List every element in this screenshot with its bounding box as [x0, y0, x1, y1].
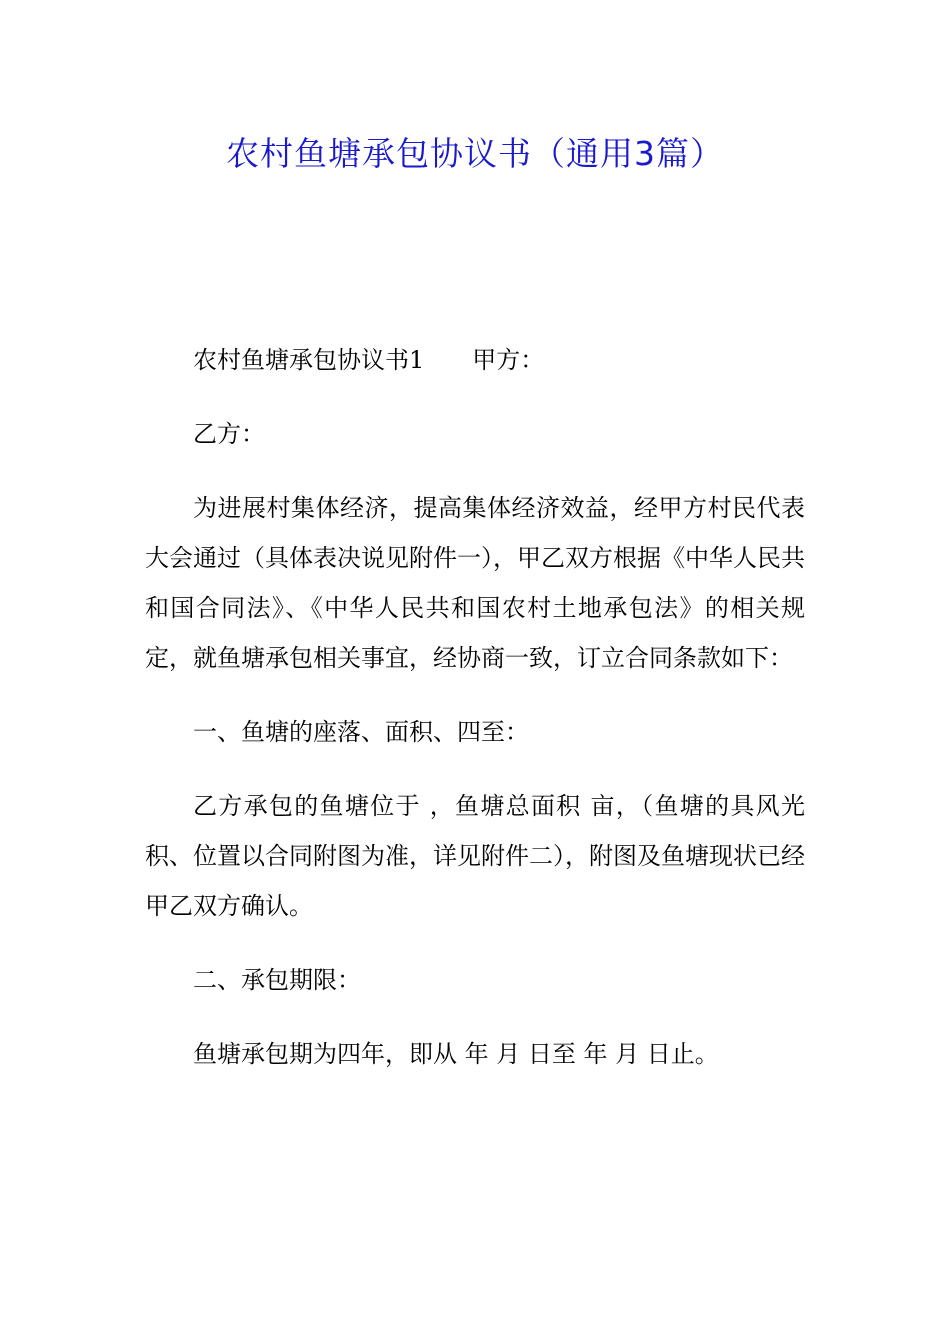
paragraph-clause-2-heading: 二、承包期限： [193, 966, 361, 994]
paragraph-clause-1-heading: 一、鱼塘的座落、面积、四至： [193, 718, 529, 746]
section-title: 农村鱼塘承包协议书1 [193, 346, 425, 374]
heading-line [145, 335, 805, 385]
document-body [145, 335, 805, 1079]
party-a-label: 甲方： [472, 346, 545, 374]
paragraph-party-b: 乙方： [193, 420, 265, 448]
paragraph-clause-2-body: 鱼塘承包期为四年，即从 年 月 日至 年 月 日止。 [193, 1040, 719, 1068]
paragraph-clause-1-body: 乙方承包的鱼塘位于 ，鱼塘总面积 亩，（鱼塘的具风光积、位置以合同附图为准，详见附件二），附图及鱼塘现状已经甲乙双方确认。 [145, 792, 805, 920]
paragraph-preamble: 为进展村集体经济，提高集体经济效益，经甲方村民代表大会通过（具体表决说见附件一），甲乙双方根据《中华人民共和国合同法》、《中华人民共和国农村土地承包法》的相关规定，就鱼塘承包相关事宜，经协商一致，订立合同条款如下： [145, 494, 805, 672]
document-title: 农村鱼塘承包协议书（通用3篇） [226, 134, 724, 173]
